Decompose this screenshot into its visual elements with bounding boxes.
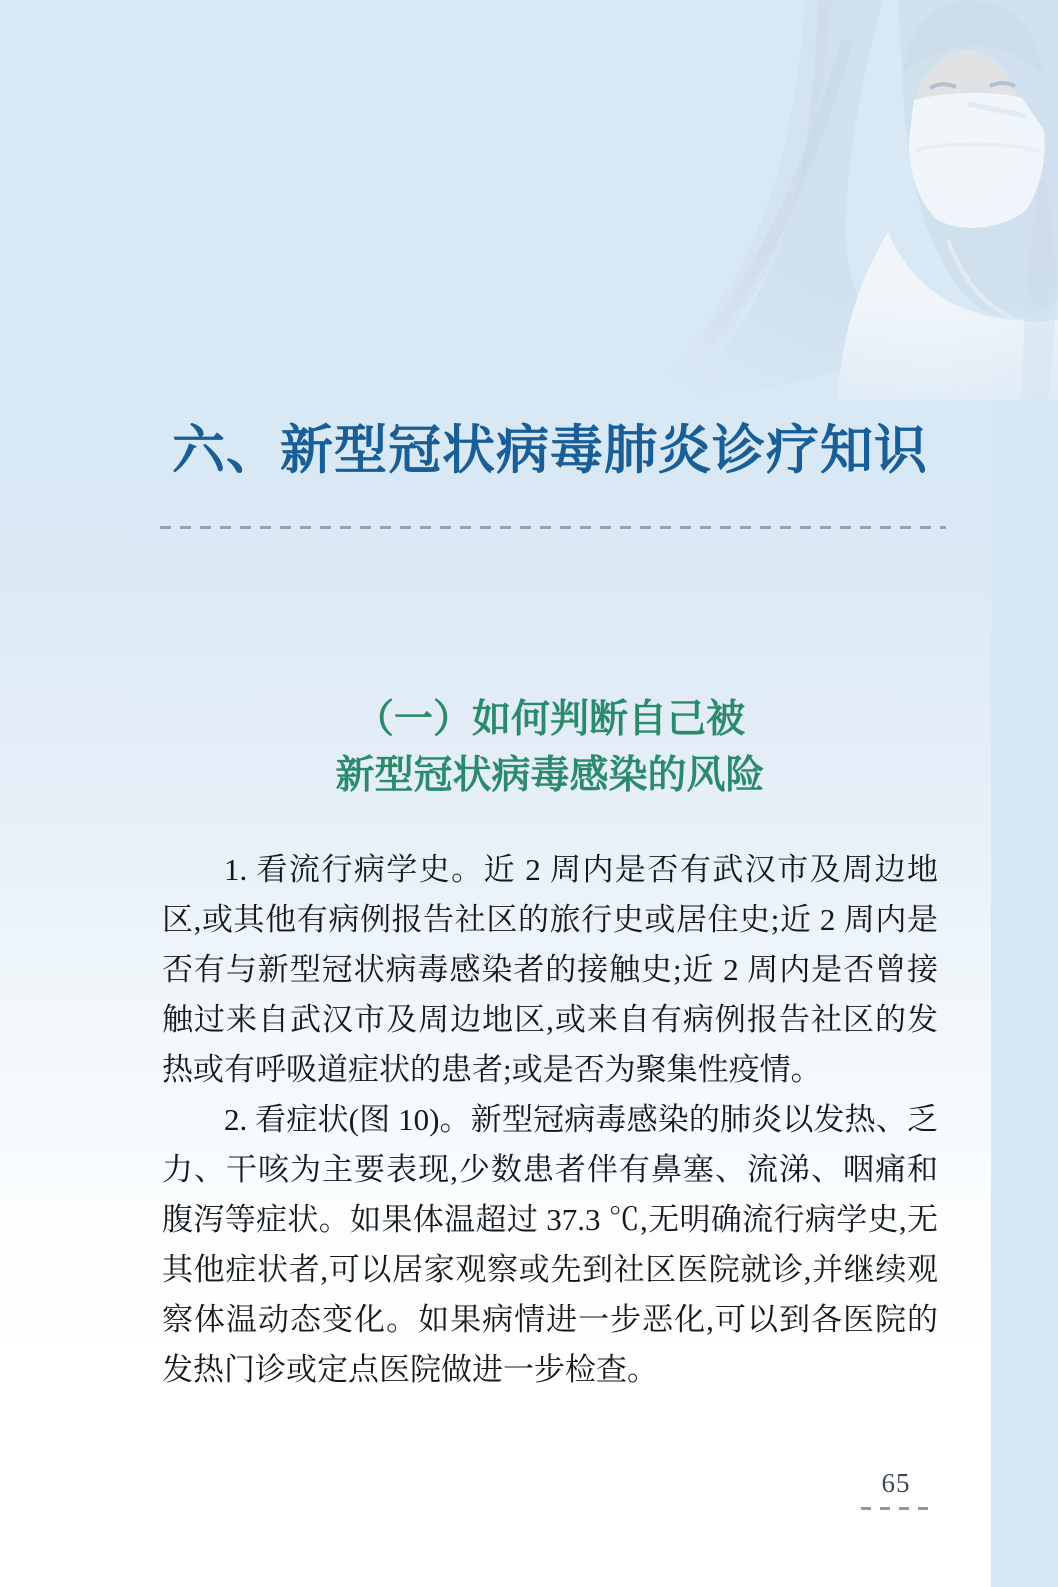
title-divider-dashes <box>160 526 946 529</box>
paragraph-epidemiology-history: 1. 看流行病学史。近 2 周内是否有武汉市及周边地区,或其他有病例报告社区的旅行史或居住史;近 2 周内是否有与新型冠状病毒感染者的接触史;近 2 周内是否曾接触过来自武汉市及周边地区,或来自有病例报告社区的发热或有呼吸道症状的患者;或是否为聚集性疫情。 <box>162 852 938 1087</box>
page-number-dashes <box>861 1507 931 1510</box>
page-footer <box>860 1468 932 1510</box>
section-heading-line1: （一）如何判断自己被 <box>354 698 745 741</box>
section-heading <box>160 692 940 804</box>
paragraph-symptoms: 2. 看症状(图 10)。新型冠病毒感染的肺炎以发热、乏力、干咳为主要表现,少数患者伴有鼻塞、流涕、咽痛和腹泻等症状。如果体温超过 37.3 ℃,无明确流行病学史,无其他症状者,可以居家观察或先到社区医院就诊,并继续观察体温动态变化。如果病情进一步恶化,可以到各医院的发热门诊或定点医院做进一步检查。 <box>162 1102 938 1387</box>
body-text <box>162 845 938 1395</box>
page-number: 65 <box>881 1468 911 1498</box>
section-heading-line2: 新型冠状病毒感染的风险 <box>335 754 765 797</box>
chapter-title: 六、新型冠状病毒肺炎诊疗知识 <box>172 421 928 480</box>
masked-woman-photo <box>598 0 1058 400</box>
